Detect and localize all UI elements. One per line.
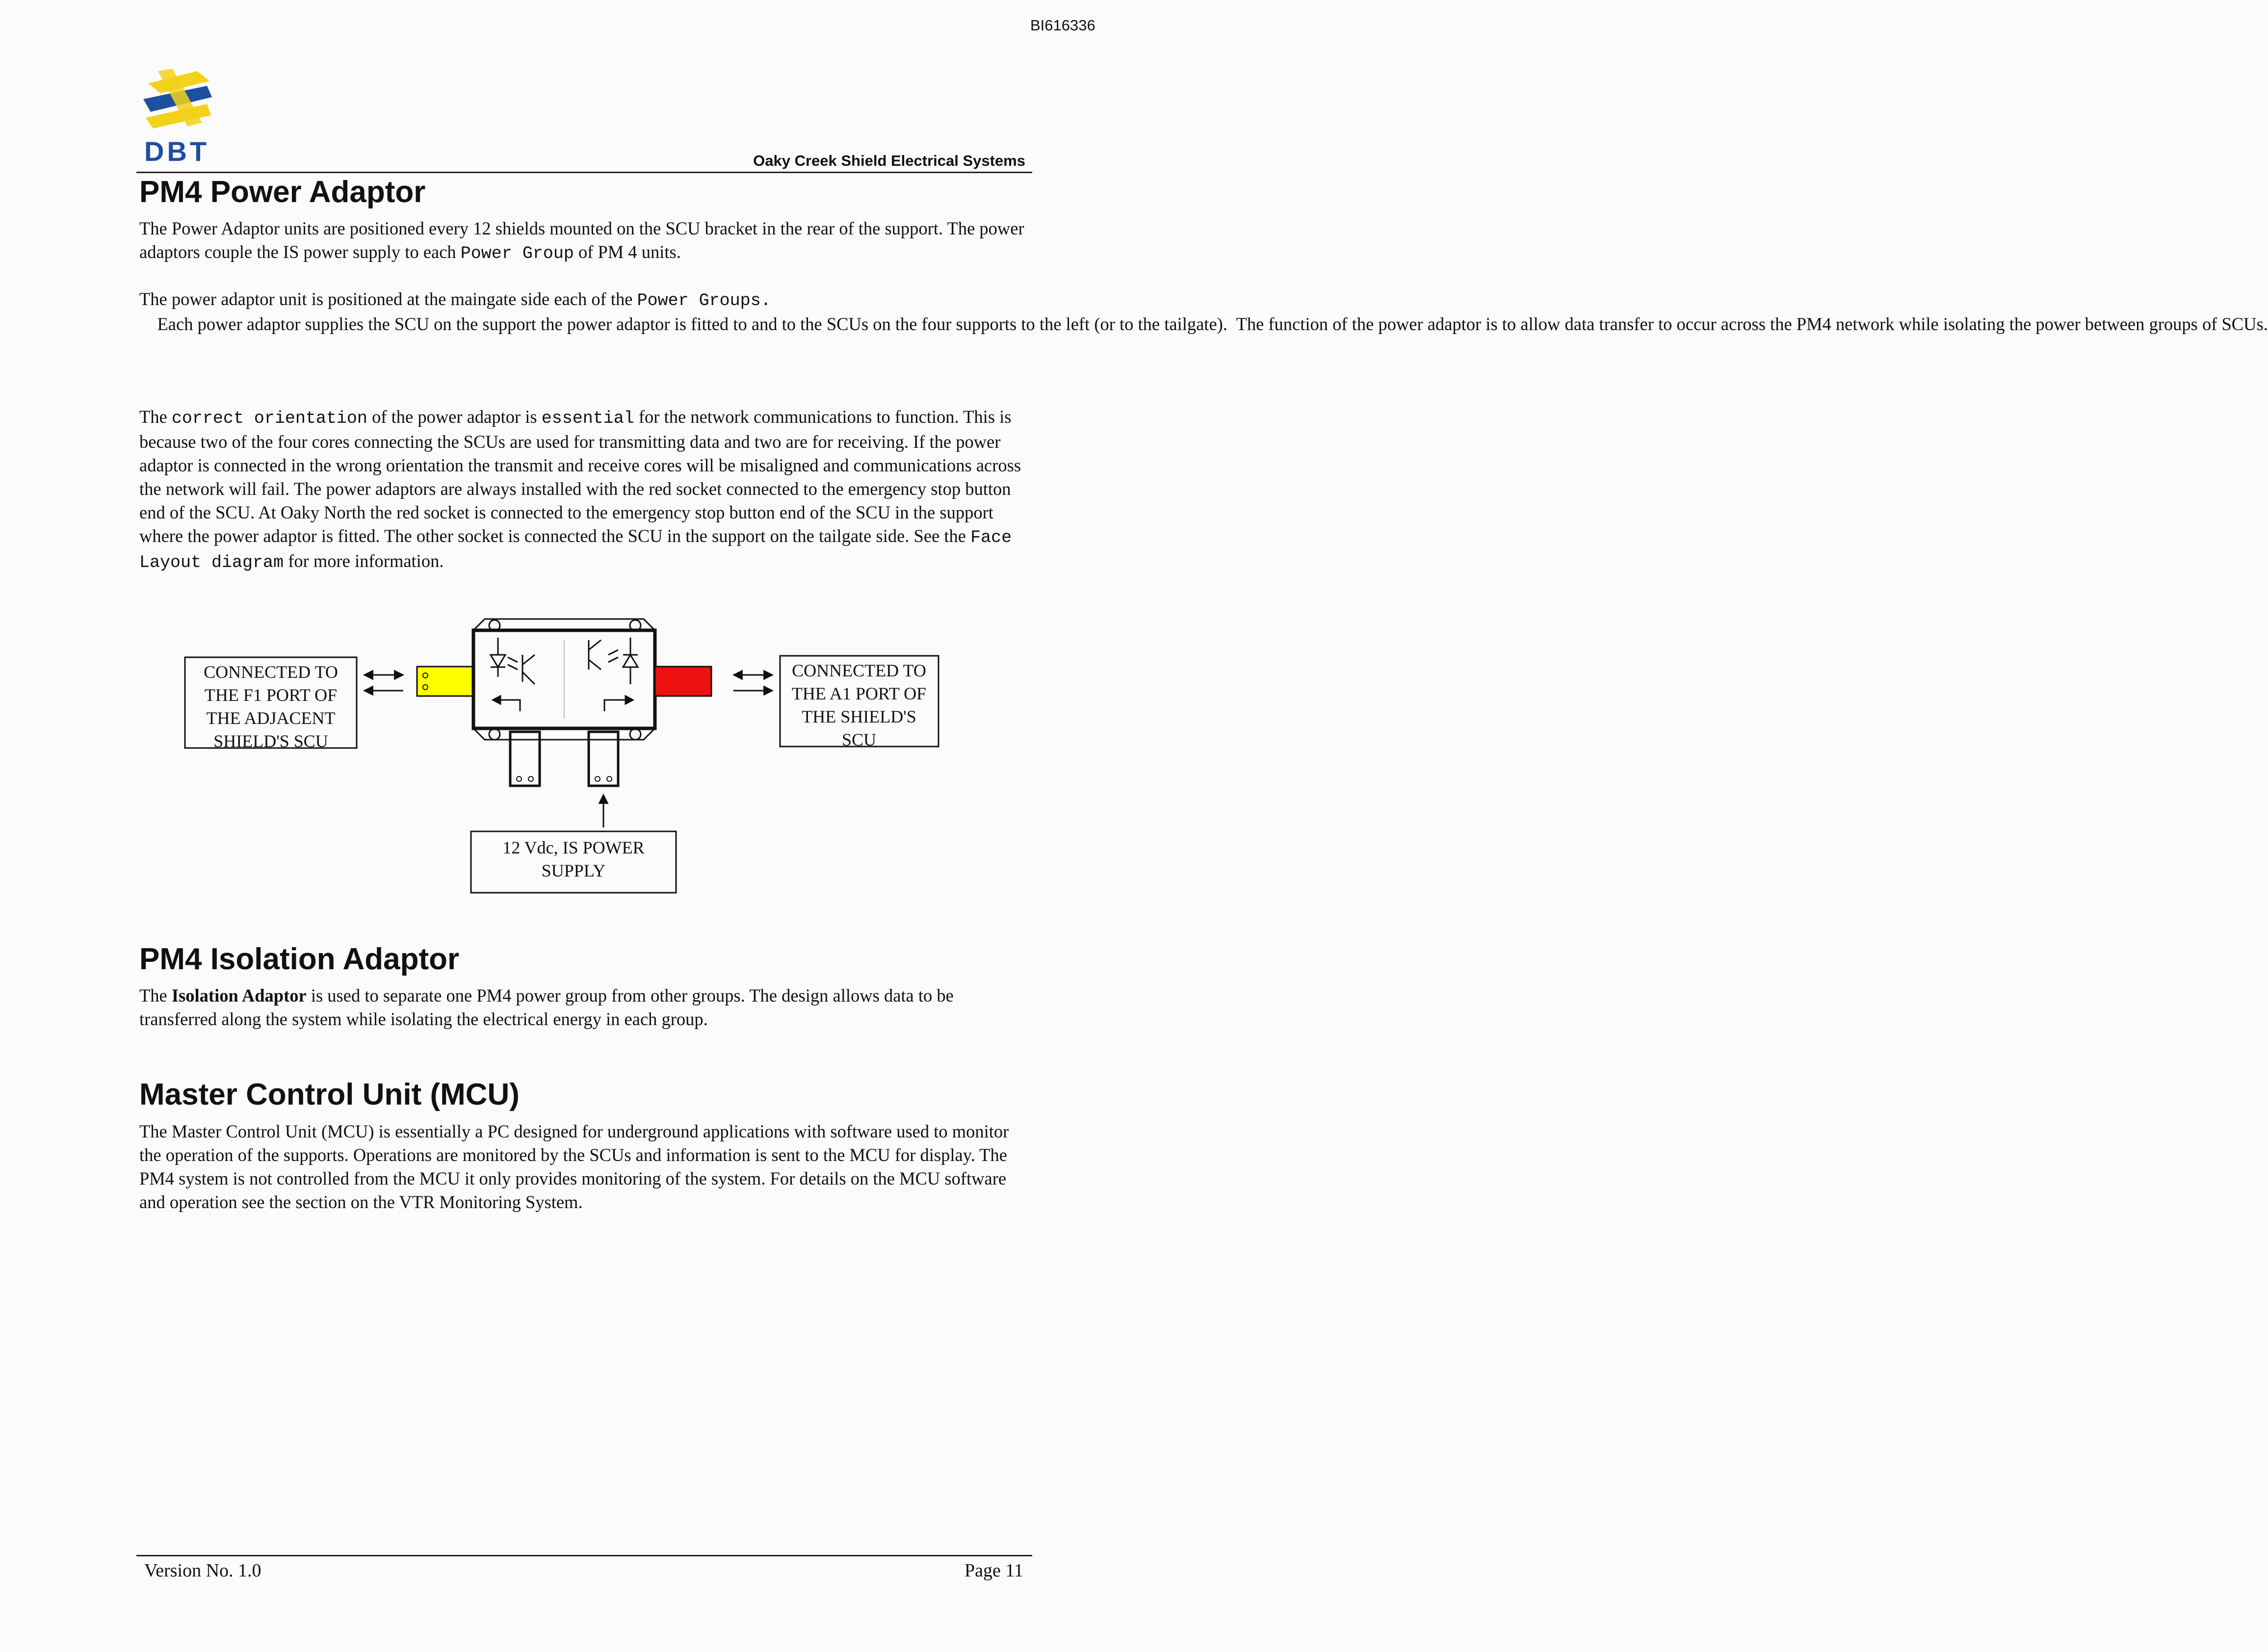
svg-text:THE ADJACENT: THE ADJACENT [206, 708, 336, 728]
svg-text:THE A1 PORT OF: THE A1 PORT OF [791, 684, 927, 703]
logo-text: DBT [144, 136, 210, 167]
logo-emblem [143, 69, 212, 129]
svg-text:THE SHIELD'S: THE SHIELD'S [802, 707, 916, 726]
section-title-power-adaptor: PM4 Power Adaptor [139, 175, 426, 209]
power-adaptor-diagram [182, 616, 942, 900]
paragraph-power-adaptor-2: The power adaptor unit is positioned at the maingate side each of the Power Groups. Each power adaptor supplies the SCU on the support the power adaptor is fitted to and to the SCUs on the four supports to the left (or to the tailgate). The function of the power adaptor is to allow data transfer to occur across the PM4 network while isolating the power between groups of SCUs. [139, 289, 2268, 334]
svg-text:SUPPLY: SUPPLY [541, 861, 606, 880]
section-title-mcu: Master Control Unit (MCU) [139, 1078, 520, 1111]
yellow-socket [417, 667, 473, 696]
right-connection-box [780, 656, 938, 749]
red-socket [655, 667, 711, 696]
left-connection-box [185, 657, 357, 751]
header-rule [136, 172, 1032, 173]
dbt-logo [138, 69, 217, 167]
svg-text:12 Vdc, IS POWER: 12 Vdc, IS POWER [502, 838, 645, 857]
section-title-isolation-adaptor: PM4 Isolation Adaptor [139, 942, 460, 976]
footer-rule [136, 1555, 1032, 1556]
document-id: BI616336 [1030, 17, 1095, 34]
svg-text:CONNECTED TO: CONNECTED TO [792, 661, 926, 680]
optocoupler-right-icon [589, 638, 638, 711]
version-label: Version No. 1.0 [144, 1560, 261, 1581]
header-title: Oaky Creek Shield Electrical Systems [753, 152, 1025, 169]
page-number: Page 11 [965, 1560, 1023, 1581]
paragraph-mcu: The Master Control Unit (MCU) is essentially a PC designed for underground applications with software used to monitor the operation of the supports. Operations are monitored by the SCUs and information is sent to the MCU for display. The PM4 system is not controlled from the MCU it only provides monitoring of the system. For details on the MCU software and operation see the section on the VTR Monitoring System. [139, 1121, 1009, 1212]
svg-text:SHIELD'S SCU: SHIELD'S SCU [213, 731, 328, 751]
svg-text:THE F1 PORT OF: THE F1 PORT OF [204, 685, 338, 705]
left-arrows [364, 675, 403, 691]
optocoupler-left-icon [491, 638, 535, 711]
svg-text:CONNECTED TO: CONNECTED TO [204, 662, 338, 682]
paragraph-isolation-adaptor: The Isolation Adaptor is used to separate one PM4 power group from other groups. The design allows data to be transferred along the system while isolating the electrical energy in each group. [139, 985, 954, 1029]
svg-text:SCU: SCU [841, 730, 877, 749]
adaptor-body [473, 619, 655, 740]
right-arrows [733, 675, 773, 691]
paragraph-power-adaptor-3: The correct orientation of the power adaptor is essential for the network communications to function. This is because two of the four cores connecting the SCUs are used for transmitting data and two are for receiving. If the power adaptor is connected in the wrong orientation the transmit and receive cores will be misaligned and communications across the network will fail. The power adaptors are always installed with the red socket connected to the emergency stop button end of the SCU. At Oaky North the red socket is connected to the emergency stop button end of the SCU in the support where the power adaptor is fitted. The other socket is connected the SCU in the support on the tailgate side. See the Face Layout diagram for more information. [139, 407, 1021, 572]
paragraph-power-adaptor-1: The Power Adaptor units are positioned every 12 shields mounted on the SCU bracket in the rear of the support. The power adaptors couple the IS power supply to each Power Group of PM 4 units. [139, 218, 1024, 263]
power-supply-box [471, 831, 676, 893]
